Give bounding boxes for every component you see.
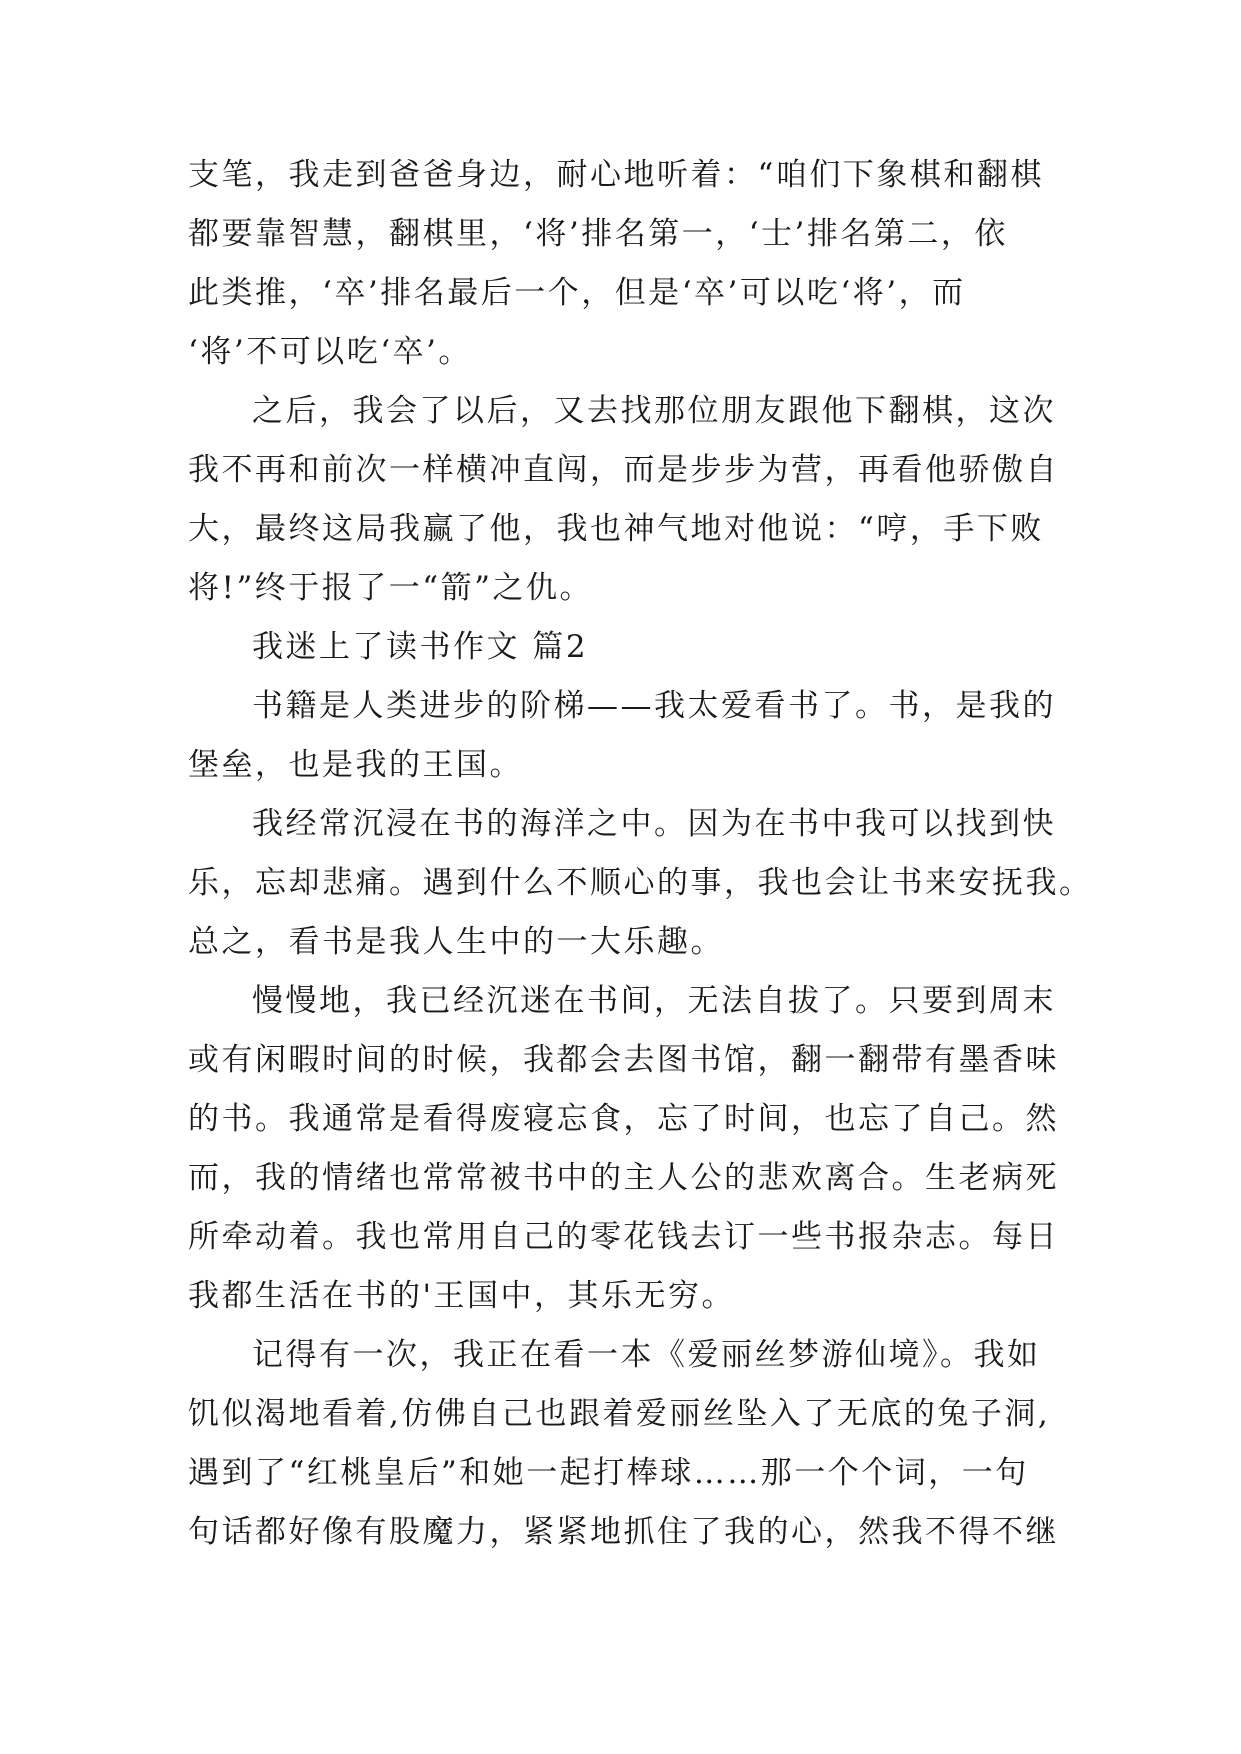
text-line: 支笔，我走到爸爸身边，耐心地听着：“咱们下象棋和翻棋 <box>188 157 1044 193</box>
text-line: 饥似渴地看着,仿佛自己也跟着爱丽丝坠入了无底的兔子洞, <box>188 1396 1051 1432</box>
text-line: 遇到了“红桃皇后”和她一起打棒球……那一个个词，一句 <box>188 1455 1029 1491</box>
text-line: 将!”终于报了一“箭”之仇。 <box>188 570 594 606</box>
paragraph-first-line: 慢慢地，我已经沉迷在书间，无法自拔了。只要到周末 <box>252 983 1056 1019</box>
paragraph-first-line: 我经常沉浸在书的海洋之中。因为在书中我可以找到快 <box>252 806 1056 842</box>
text-line: 乐，忘却悲痛。遇到什么不顺心的事，我也会让书来安抚我。 <box>188 865 1093 901</box>
text-line: 都要靠智慧，翻棋里，‘将’排名第一，‘士’排名第二，依 <box>188 216 1008 252</box>
section-heading: 我迷上了读书作文 篇2 <box>252 629 589 665</box>
text-line: 而，我的情绪也常常被书中的主人公的悲欢离合。生老病死 <box>188 1160 1059 1196</box>
text-line: 我都生活在书的'王国中，其乐无穷。 <box>188 1278 736 1314</box>
paragraph-first-line: 书籍是人类进步的阶梯——我太爱看书了。书，是我的 <box>252 688 1056 724</box>
text-line: 总之，看书是我人生中的一大乐趣。 <box>188 924 724 960</box>
text-line: 或有闲暇时间的时候，我都会去图书馆，翻一翻带有墨香味 <box>188 1042 1059 1078</box>
text-line: 堡垒，也是我的王国。 <box>188 747 523 783</box>
text-line: 句话都好像有股魔力，紧紧地抓住了我的心，然我不得不继 <box>188 1514 1059 1550</box>
text-line: 大，最终这局我赢了他，我也神气地对他说：“哼，手下败 <box>188 511 1044 547</box>
paragraph-first-line: 之后，我会了以后，又去找那位朋友跟他下翻棋，这次 <box>252 393 1056 429</box>
text-line: 此类推，‘卒’排名最后一个，但是‘卒’可以吃‘将’，而 <box>188 275 966 311</box>
text-line: 所牵动着。我也常用自己的零花钱去订一些书报杂志。每日 <box>188 1219 1059 1255</box>
text-line: ‘将’不可以吃‘卒’。 <box>188 334 472 370</box>
paragraph-first-line: 记得有一次，我正在看一本《爱丽丝梦游仙境》。我如 <box>252 1337 1041 1373</box>
document-body <box>188 146 1093 1562</box>
text-line: 的书。我通常是看得废寝忘食，忘了时间，也忘了自己。然 <box>188 1101 1059 1137</box>
text-line: 我不再和前次一样横冲直闯，而是步步为营，再看他骄傲自 <box>188 452 1059 488</box>
